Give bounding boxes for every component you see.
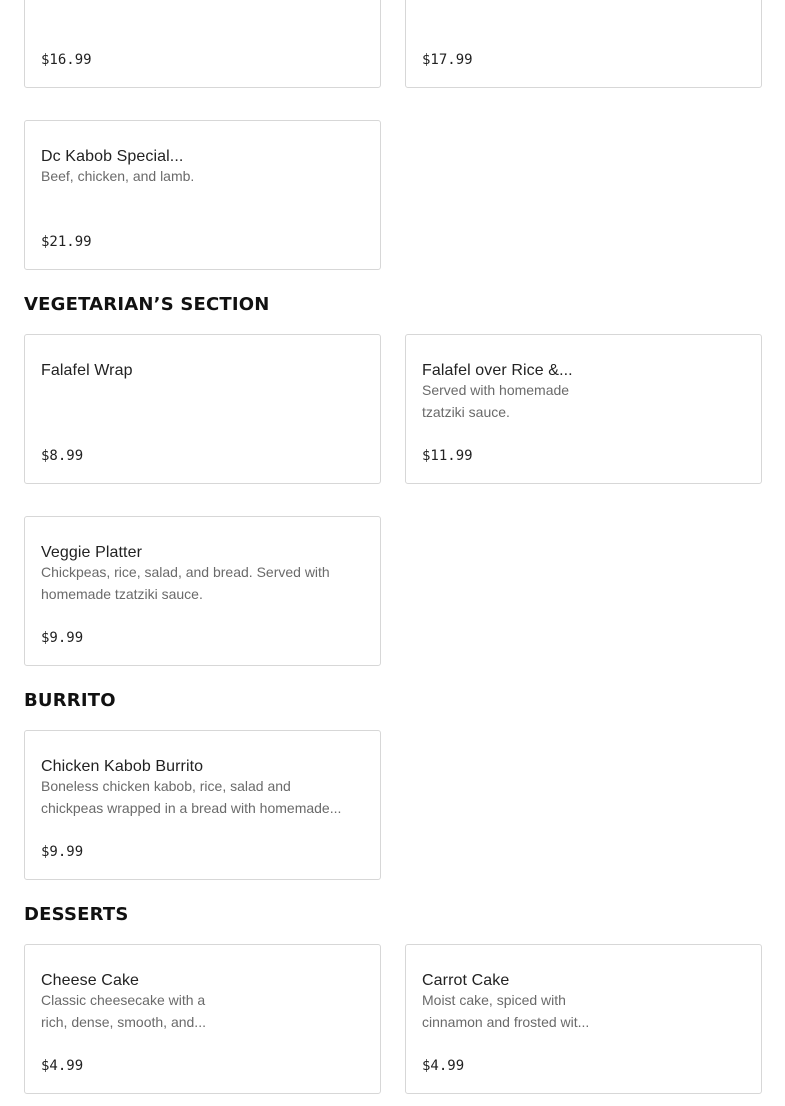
menu-item-card[interactable]: [24, 120, 381, 270]
item-name: Dc Kabob Special...: [41, 148, 184, 165]
item-name: Cheese Cake: [41, 972, 140, 989]
item-name: Veggie Platter: [41, 544, 143, 561]
item-price: $16.99: [41, 52, 92, 68]
menu-item-card[interactable]: [405, 0, 762, 88]
item-price: $17.99: [422, 52, 473, 68]
item-price: $9.99: [41, 630, 84, 646]
item-name: Carrot Cake: [422, 972, 510, 989]
menu-item-card[interactable]: [24, 944, 381, 1094]
item-name: Falafel over Rice &...: [422, 362, 573, 379]
item-description: Classic cheesecake with a rich, dense, smooth, and...: [41, 992, 206, 1030]
item-name: Chicken Kabob Burrito: [41, 758, 204, 775]
menu-item-card[interactable]: [24, 730, 381, 880]
item-description: Served with homemade tzatziki sauce.: [422, 382, 570, 420]
menu-item-card[interactable]: [405, 944, 762, 1094]
item-price: $11.99: [422, 448, 473, 464]
item-description: Moist cake, spiced with cinnamon and frosted wit...: [422, 992, 590, 1030]
menu-item-card[interactable]: [24, 0, 381, 88]
section-title-desserts: DESSERTS: [24, 904, 129, 925]
item-price: $4.99: [41, 1058, 84, 1074]
item-name: Falafel Wrap: [41, 362, 133, 379]
item-price: $9.99: [41, 844, 84, 860]
item-price: $21.99: [41, 234, 92, 250]
section-title-vegetarian: VEGETARIAN’S SECTION: [24, 294, 270, 315]
menu-item-card[interactable]: [24, 516, 381, 666]
section-title-burrito: BURRITO: [24, 690, 116, 711]
menu-item-card[interactable]: [24, 334, 381, 484]
menu-item-card[interactable]: [405, 334, 762, 484]
item-description: Chickpeas, rice, salad, and bread. Served with homemade tzatziki sauce.: [41, 564, 330, 602]
item-price: $4.99: [422, 1058, 465, 1074]
item-price: $8.99: [41, 448, 84, 464]
item-description: Beef, chicken, and lamb.: [41, 168, 195, 184]
item-description: Boneless chicken kabob, rice, salad and chickpeas wrapped in a bread with homemade...: [41, 778, 342, 816]
